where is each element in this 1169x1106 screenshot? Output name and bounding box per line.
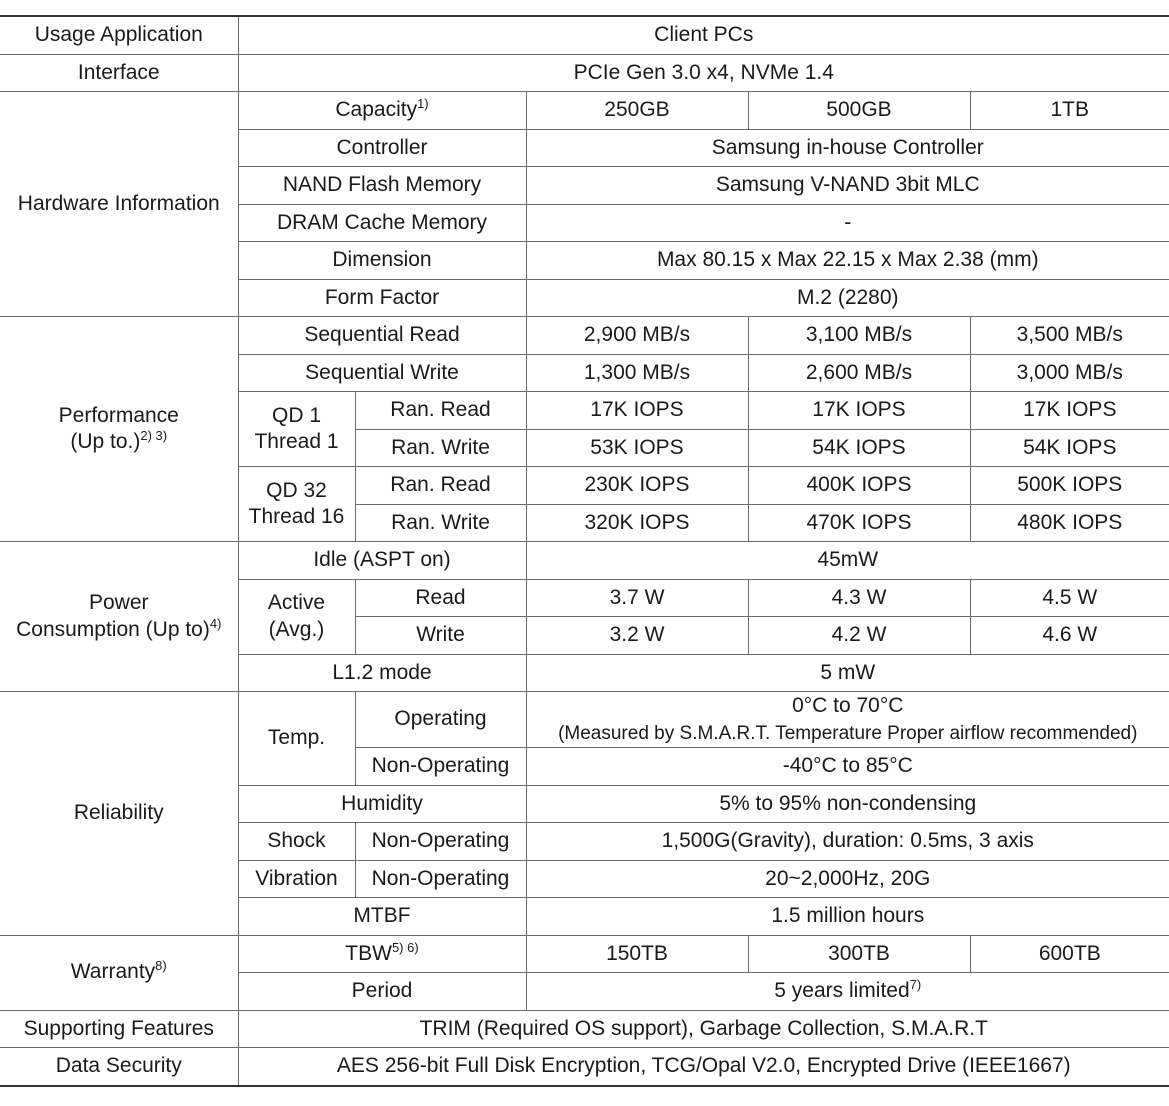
- qd32-ran-write-1tb: 480K IOPS: [970, 504, 1169, 542]
- qd1-label: QD 1 Thread 1: [238, 392, 355, 467]
- qd32-ran-write-250gb: 320K IOPS: [526, 504, 748, 542]
- qd32-ran-read-label: Ran. Read: [355, 467, 526, 505]
- tbw-label: $TBW^{5) 6)}$: [238, 935, 526, 973]
- temp-label: Temp.: [238, 692, 355, 786]
- shock-value: 1,500G(Gravity), duration: 0.5ms, 3 axis: [526, 823, 1169, 861]
- dimension-value: Max 80.15 x Max 22.15 x Max 2.38 (mm): [526, 242, 1169, 280]
- security-label: Data Security: [0, 1048, 238, 1086]
- row-capacity: [0, 92, 1169, 130]
- row-supporting-features: [0, 1010, 1169, 1048]
- features-value: TRIM (Required OS support), Garbage Collection, S.M.A.R.T: [238, 1010, 1169, 1048]
- shock-sub-label: Non-Operating: [355, 823, 526, 861]
- nand-label: NAND Flash Memory: [238, 167, 526, 205]
- hardware-label: Hardware Information: [0, 92, 238, 317]
- row-seq-read: [0, 317, 1169, 355]
- row-temp-operating: [0, 692, 1169, 748]
- seq-write-label: Sequential Write: [238, 354, 526, 392]
- active-read-1tb: 4.5 W: [970, 579, 1169, 617]
- dram-value: -: [526, 204, 1169, 242]
- qd32-ran-read-250gb: 230K IOPS: [526, 467, 748, 505]
- shock-label: Shock: [238, 823, 355, 861]
- row-tbw: [0, 935, 1169, 973]
- interface-label: Interface: [0, 54, 238, 92]
- qd1-ran-read-label: Ran. Read: [355, 392, 526, 430]
- vibration-sub-label: Non-Operating: [355, 860, 526, 898]
- humidity-value: 5% to 95% non-condensing: [526, 785, 1169, 823]
- row-usage-application: [0, 16, 1169, 54]
- active-read-250gb: 3.7 W: [526, 579, 748, 617]
- vibration-label: Vibration: [238, 860, 355, 898]
- tbw-500gb: 300TB: [748, 935, 970, 973]
- non-operating-value: -40°C to 85°C: [526, 748, 1169, 786]
- row-interface: [0, 54, 1169, 92]
- qd1-ran-read-250gb: 17K IOPS: [526, 392, 748, 430]
- power-footnote: 4): [209, 615, 222, 631]
- active-write-250gb: 3.2 W: [526, 617, 748, 655]
- tbw-footnote: 5) 6): [391, 939, 419, 955]
- humidity-label: Humidity: [238, 785, 526, 823]
- active-label: Active (Avg.): [238, 579, 355, 654]
- capacity-250gb: 250GB: [526, 92, 748, 130]
- operating-value: 0°C to 70°C (Measured by S.M.A.R.T. Temperature Proper airflow recommended): [526, 692, 1169, 748]
- l12-label: L1.2 mode: [238, 654, 526, 692]
- period-footnote: 7): [909, 977, 922, 993]
- qd1-ran-write-250gb: 53K IOPS: [526, 429, 748, 467]
- qd1-ran-write-label: Ran. Write: [355, 429, 526, 467]
- mtbf-value: 1.5 million hours: [526, 898, 1169, 936]
- nand-value: Samsung V-NAND 3bit MLC: [526, 167, 1169, 205]
- security-value: AES 256-bit Full Disk Encryption, TCG/Opal V2.0, Encrypted Drive (IEEE1667): [238, 1048, 1169, 1086]
- capacity-1tb: 1TB: [970, 92, 1169, 130]
- warranty-footnote: 8): [155, 958, 167, 974]
- qd1-ran-write-500gb: 54K IOPS: [748, 429, 970, 467]
- qd1-ran-write-1tb: 54K IOPS: [970, 429, 1169, 467]
- qd32-ran-read-500gb: 400K IOPS: [748, 467, 970, 505]
- dimension-label: Dimension: [238, 242, 526, 280]
- usage-label: Usage Application: [0, 16, 238, 54]
- warranty-label: Warranty$^{8)}$: [0, 935, 238, 1010]
- vibration-value: 20~2,000Hz, 20G: [526, 860, 1169, 898]
- qd32-label: QD 32 Thread 16: [238, 467, 355, 542]
- reliability-label: Reliability: [0, 692, 238, 936]
- active-write-500gb: 4.2 W: [748, 617, 970, 655]
- form-factor-label: Form Factor: [238, 279, 526, 317]
- active-read-label: Read: [355, 579, 526, 617]
- power-label: Power Consumption (Up to)$^{4)}$: [0, 542, 238, 692]
- controller-label: Controller: [238, 129, 526, 167]
- row-data-security: [0, 1048, 1169, 1086]
- active-write-label: Write: [355, 617, 526, 655]
- capacity-label: Capacity$^{1)}$: [238, 92, 526, 130]
- interface-value: PCIe Gen 3.0 x4, NVMe 1.4: [238, 54, 1169, 92]
- l12-value: 5 mW: [526, 654, 1169, 692]
- seq-write-500gb: 2,600 MB/s: [748, 354, 970, 392]
- operating-label: Operating: [355, 692, 526, 748]
- active-read-500gb: 4.3 W: [748, 579, 970, 617]
- capacity-footnote: 1): [417, 96, 429, 112]
- form-factor-value: M.2 (2280): [526, 279, 1169, 317]
- performance-label: Performance (Up to.)$^{2) 3)}$: [0, 317, 238, 542]
- qd32-ran-read-1tb: 500K IOPS: [970, 467, 1169, 505]
- qd32-ran-write-500gb: 470K IOPS: [748, 504, 970, 542]
- qd32-ran-write-label: Ran. Write: [355, 504, 526, 542]
- period-value: 5 years limited$^{7)}$: [526, 973, 1169, 1011]
- seq-write-1tb: 3,000 MB/s: [970, 354, 1169, 392]
- performance-footnote: 2) 3): [140, 428, 168, 443]
- spec-table: [0, 15, 1169, 1087]
- row-idle: [0, 542, 1169, 580]
- seq-read-1tb: 3,500 MB/s: [970, 317, 1169, 355]
- qd1-ran-read-500gb: 17K IOPS: [748, 392, 970, 430]
- seq-read-250gb: 2,900 MB/s: [526, 317, 748, 355]
- tbw-250gb: 150TB: [526, 935, 748, 973]
- idle-value: 45mW: [526, 542, 1169, 580]
- dram-label: DRAM Cache Memory: [238, 204, 526, 242]
- seq-read-500gb: 3,100 MB/s: [748, 317, 970, 355]
- qd1-ran-read-1tb: 17K IOPS: [970, 392, 1169, 430]
- idle-label: Idle (ASPT on): [238, 542, 526, 580]
- non-operating-label: Non-Operating: [355, 748, 526, 786]
- mtbf-label: MTBF: [238, 898, 526, 936]
- period-label: Period: [238, 973, 526, 1011]
- seq-read-label: Sequential Read: [238, 317, 526, 355]
- controller-value: Samsung in-house Controller: [526, 129, 1169, 167]
- capacity-500gb: 500GB: [748, 92, 970, 130]
- seq-write-250gb: 1,300 MB/s: [526, 354, 748, 392]
- usage-value: Client PCs: [238, 16, 1169, 54]
- features-label: Supporting Features: [0, 1010, 238, 1048]
- active-write-1tb: 4.6 W: [970, 617, 1169, 655]
- tbw-1tb: 600TB: [970, 935, 1169, 973]
